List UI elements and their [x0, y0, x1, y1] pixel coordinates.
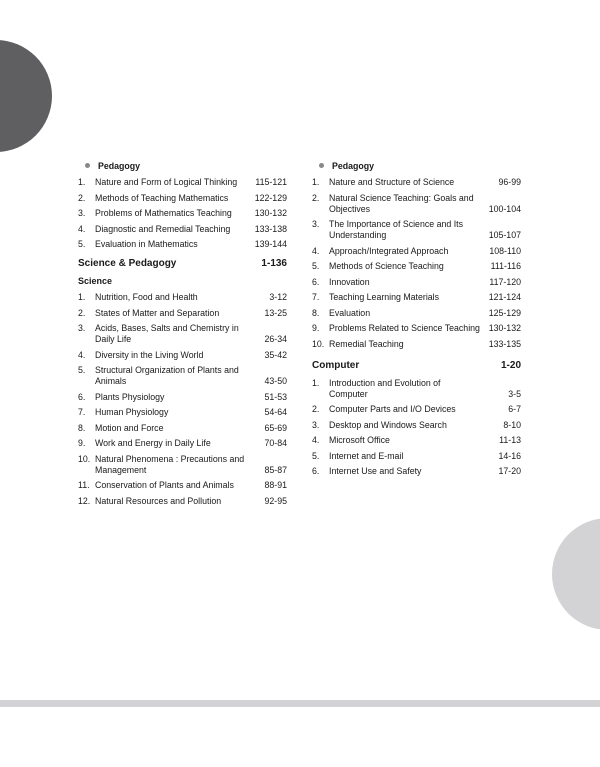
entry-number: 11. [78, 480, 90, 490]
decorative-circle-light [552, 518, 600, 630]
entry-number: 2. [312, 192, 320, 203]
entry-pages: 65-69 [264, 422, 287, 433]
section-heading [78, 258, 287, 269]
topic-heading: Pedagogy [312, 158, 521, 173]
entry-number: 5. [312, 450, 320, 461]
entry-title: Teaching Learning Materials [329, 292, 440, 302]
entry-number: 2. [78, 307, 86, 318]
toc-entry [78, 292, 287, 303]
entry-title: Work and Energy in Daily Life [95, 438, 211, 448]
entry-pages: 88-91 [264, 480, 287, 490]
toc-entry [78, 350, 287, 361]
entry-number: 1. [78, 292, 86, 302]
entry-title: Evaluation [329, 307, 371, 318]
entry-title: Natural Resources and Pollution [95, 495, 222, 506]
entry-number: 8. [78, 422, 86, 433]
entry-number: 3. [312, 219, 320, 229]
entry-pages: 125-129 [488, 307, 521, 318]
entry-pages: 26-34 [264, 334, 287, 344]
toc-left-column [78, 158, 287, 511]
entry-title: Plants Physiology [95, 391, 165, 402]
entry-number: 4. [78, 349, 86, 360]
entry-title: Nature and Form of Logical Thinking [95, 177, 238, 187]
toc-entry [312, 261, 521, 272]
entry-number: 4. [78, 223, 86, 234]
entry-pages: 133-135 [488, 338, 521, 349]
toc-entry [78, 193, 287, 204]
entry-number: 2. [312, 404, 320, 414]
entry-pages: 3-5 [508, 388, 521, 399]
toc-list [78, 292, 287, 507]
toc-entry [78, 423, 287, 434]
entry-title: Internet and E-mail [329, 450, 404, 461]
toc-right-column [312, 158, 521, 482]
footer-bar [0, 700, 600, 707]
toc-entry [78, 454, 287, 476]
entry-pages: 139-144 [254, 239, 287, 249]
entry-title: Innovation [329, 276, 370, 287]
entry-number: 1. [78, 177, 86, 187]
entry-title: Diagnostic and Remedial Teaching [95, 223, 231, 234]
entry-title: Methods of Teaching Mathematics [95, 192, 229, 203]
toc-list [312, 378, 521, 478]
toc-entry [78, 392, 287, 403]
entry-pages: 121-124 [488, 292, 521, 302]
toc-entry [78, 480, 287, 491]
bullet-icon [319, 163, 324, 168]
entry-title: Evaluation in Mathematics [95, 239, 198, 249]
entry-pages: 17-20 [498, 466, 521, 476]
entry-number: 3. [312, 419, 320, 430]
entry-title: Problems of Mathematics Teaching [95, 208, 232, 218]
entry-number: 4. [312, 435, 320, 445]
entry-pages: 70-84 [264, 438, 287, 448]
toc-entry [312, 308, 521, 319]
bullet-icon [85, 163, 90, 168]
entry-number: 1. [312, 377, 320, 388]
entry-title: The Importance of Science and Its Understanding [329, 219, 463, 240]
entry-pages: 13-25 [264, 307, 287, 318]
entry-number: 5. [312, 261, 320, 271]
entry-pages: 3-12 [269, 292, 287, 302]
entry-number: 12. [78, 495, 91, 506]
entry-number: 7. [312, 292, 320, 302]
toc-entry [78, 407, 287, 418]
section-heading [312, 360, 521, 371]
toc-entry [78, 208, 287, 219]
section-pages: 1-20 [500, 359, 521, 371]
toc-entry [312, 435, 521, 446]
toc-entry [312, 193, 521, 215]
toc-entry [78, 177, 287, 188]
entry-number: 7. [78, 407, 86, 417]
entry-title: Remedial Teaching [329, 338, 404, 349]
entry-number: 1. [312, 177, 320, 187]
toc-entry [312, 466, 521, 477]
entry-number: 9. [78, 438, 86, 448]
toc-entry [78, 239, 287, 250]
toc-entry [312, 177, 521, 188]
entry-pages: 96-99 [498, 177, 521, 187]
entry-number: 6. [78, 391, 86, 402]
entry-pages: 117-120 [489, 276, 521, 287]
entry-pages: 8-10 [503, 419, 521, 430]
entry-number: 5. [78, 365, 86, 375]
section-pages: 1-136 [261, 258, 287, 269]
toc-entry [78, 496, 287, 507]
topic-heading: Pedagogy [78, 158, 287, 173]
entry-pages: 100-104 [488, 203, 521, 214]
toc-entry [312, 339, 521, 350]
entry-pages: 108-110 [489, 245, 521, 256]
toc-entry [312, 404, 521, 415]
toc-entry [312, 323, 521, 334]
entry-title: Computer Parts and I/O Devices [329, 404, 456, 414]
entry-pages: 105-107 [488, 230, 521, 240]
entry-number: 4. [312, 245, 320, 256]
entry-number: 5. [78, 239, 86, 249]
entry-title: Human Physiology [95, 407, 169, 417]
toc-entry [312, 246, 521, 257]
entry-title: Nutrition, Food and Health [95, 292, 198, 302]
toc-entry [312, 219, 521, 241]
entry-pages: 133-138 [254, 223, 287, 234]
entry-pages: 43-50 [264, 376, 287, 386]
decorative-circle-dark [0, 40, 52, 152]
toc-entry [78, 438, 287, 449]
entry-pages: 115-121 [255, 177, 287, 187]
entry-title: Methods of Science Teaching [329, 261, 444, 271]
toc-list [312, 177, 521, 350]
entry-pages: 51-53 [264, 391, 287, 402]
entry-number: 9. [312, 323, 320, 333]
toc-entry [312, 277, 521, 288]
toc-entry [78, 365, 287, 387]
entry-number: 10. [78, 453, 91, 464]
toc-entry [78, 323, 287, 345]
entry-number: 3. [78, 208, 86, 218]
entry-number: 10. [312, 338, 325, 349]
entry-title: Approach/Integrated Approach [329, 245, 449, 256]
entry-number: 8. [312, 307, 320, 318]
subject-heading: Science [78, 276, 113, 286]
entry-pages: 122-129 [254, 192, 287, 203]
entry-pages: 130-132 [488, 323, 521, 333]
entry-pages: 11-13 [499, 435, 521, 445]
toc-list [78, 177, 287, 250]
entry-pages: 111-116 [490, 261, 521, 271]
entry-title: Desktop and Windows Search [329, 419, 447, 430]
entry-title: Natural Science Teaching: Goals and Objectives [329, 192, 474, 214]
entry-title: Conservation of Plants and Animals [95, 480, 234, 490]
entry-number: 3. [78, 323, 86, 333]
toc-entry [312, 451, 521, 462]
entry-title: Structural Organization of Plants and Animals [95, 365, 239, 386]
entry-number: 2. [78, 192, 86, 203]
entry-pages: 6-7 [508, 404, 521, 414]
section-title: Computer [312, 359, 360, 371]
entry-number: 6. [312, 466, 320, 476]
entry-pages: 130-132 [254, 208, 287, 218]
entry-pages: 54-64 [264, 407, 287, 417]
entry-title: Acids, Bases, Salts and Chemistry in Daily Life [95, 323, 239, 344]
entry-title: Introduction and Evolution of Computer [329, 377, 441, 399]
entry-title: Natural Phenomena : Precautions and Management [95, 453, 245, 475]
entry-pages: 92-95 [264, 495, 287, 506]
toc-entry [312, 420, 521, 431]
toc-entry [312, 378, 521, 400]
entry-title: Internet Use and Safety [329, 466, 422, 476]
entry-title: States of Matter and Separation [95, 307, 220, 318]
section-title: Science & Pedagogy [78, 258, 177, 269]
toc-entry [78, 224, 287, 235]
entry-title: Microsoft Office [329, 435, 390, 445]
entry-title: Nature and Structure of Science [329, 177, 455, 187]
entry-title: Problems Related to Science Teaching [329, 323, 480, 333]
toc-entry [78, 308, 287, 319]
entry-pages: 35-42 [264, 349, 287, 360]
entry-number: 6. [312, 276, 320, 287]
entry-title: Diversity in the Living World [95, 349, 204, 360]
toc-entry [312, 292, 521, 303]
entry-title: Motion and Force [95, 422, 164, 433]
entry-pages: 14-16 [498, 450, 521, 461]
entry-pages: 85-87 [264, 464, 287, 475]
